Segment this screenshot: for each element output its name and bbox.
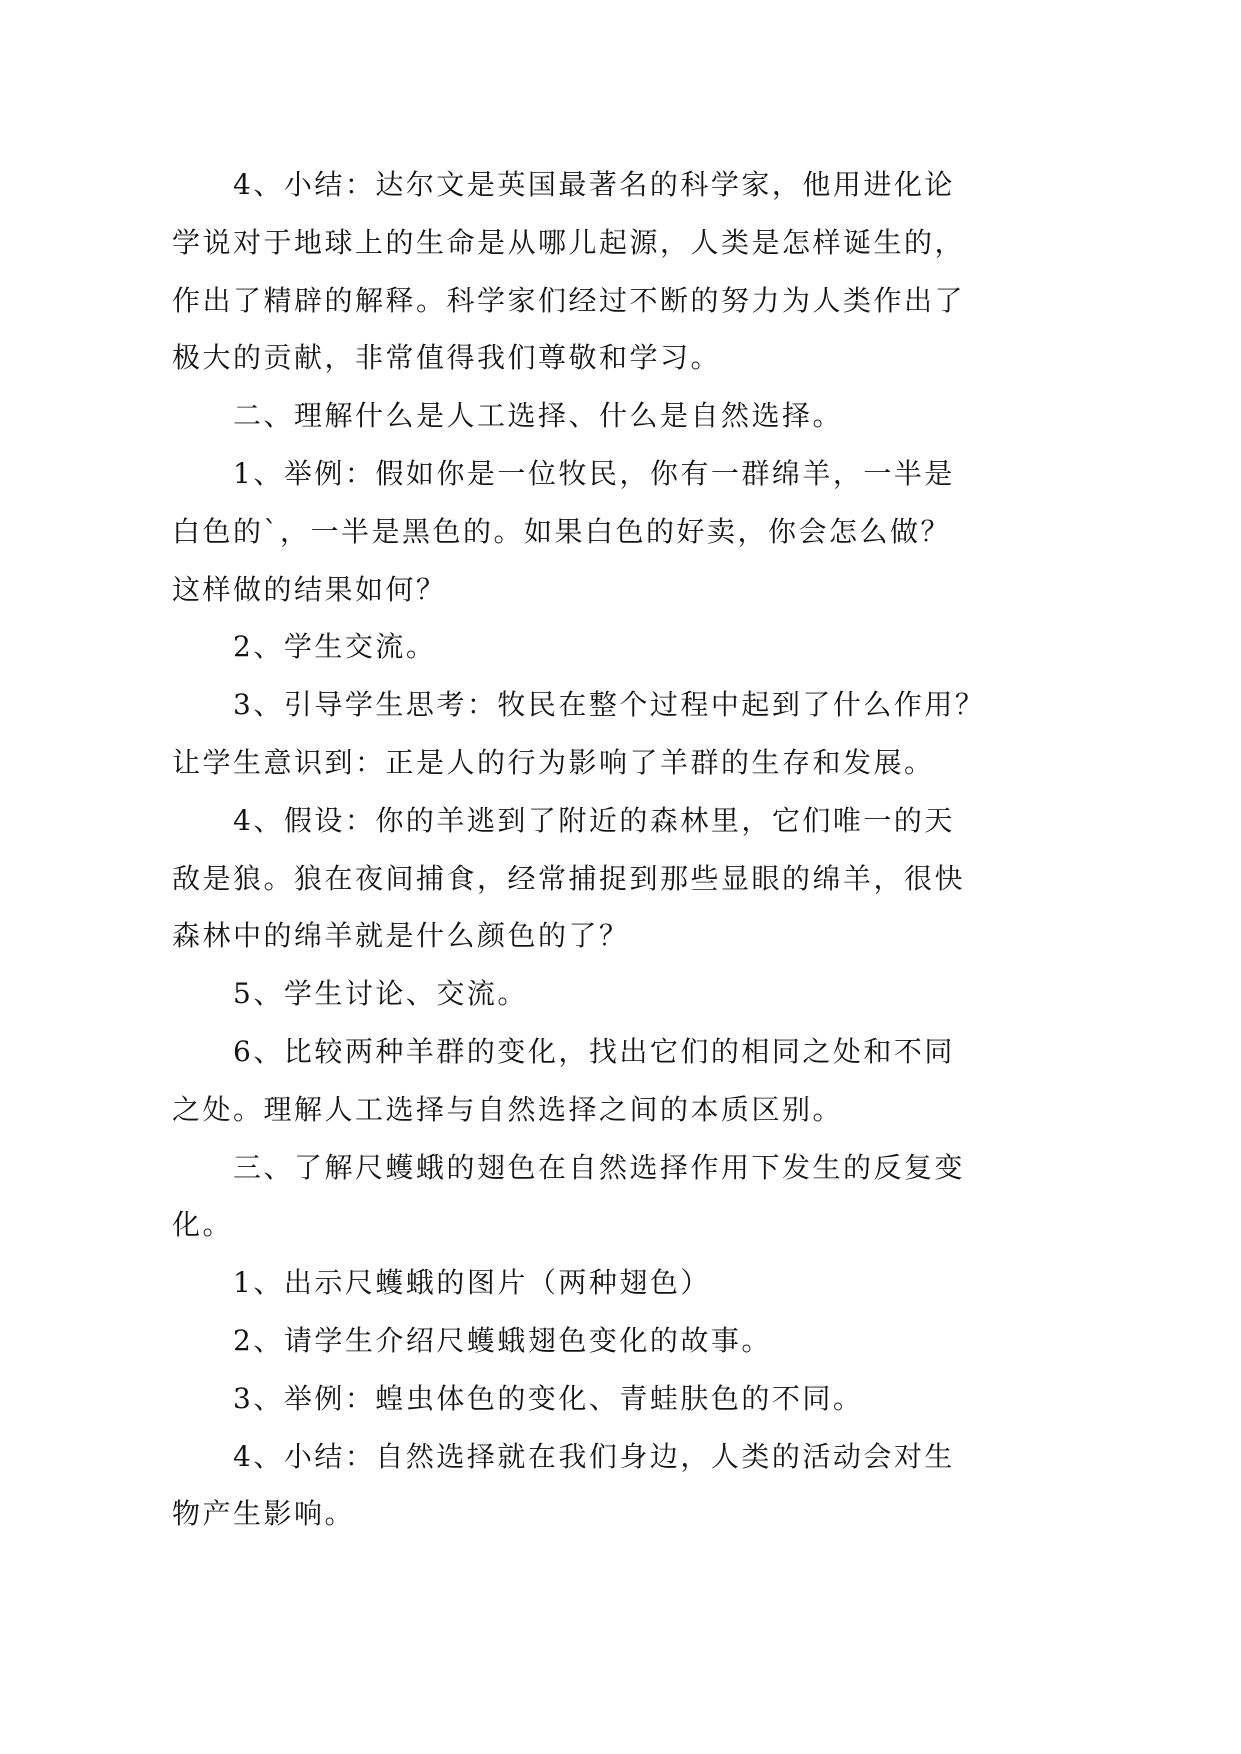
text-line: 1、举例：假如你是一位牧民，你有一群绵羊，一半是 <box>233 456 955 490</box>
paragraph-example-locust <box>172 1370 1072 1428</box>
paragraph-guide-thinking <box>172 676 1072 792</box>
text-line: 物产生影响。 <box>172 1497 356 1531</box>
paragraph-example <box>172 445 1072 618</box>
paragraph-discussion <box>172 965 1072 1023</box>
text-line: 3、引导学生思考：牧民在整个过程中起到了什么作用？ <box>233 688 986 722</box>
text-line: 3、举例：蝗虫体色的变化、青蛙肤色的不同。 <box>233 1381 864 1415</box>
text-line: 二、理解什么是人工选择、什么是自然选择。 <box>233 399 844 433</box>
paragraph-show-pictures <box>172 1254 1072 1312</box>
paragraph-summary-selection <box>172 1428 1072 1544</box>
text-line: 4、小结：自然选择就在我们身边，人类的活动会对生 <box>233 1439 955 1473</box>
text-line: 极大的贡献，非常值得我们尊敬和学习。 <box>172 341 722 375</box>
section-heading-2 <box>172 387 1072 445</box>
text-line: 这样做的结果如何？ <box>172 572 447 606</box>
text-line: 敌是狼。狼在夜间捕食，经常捕捉到那些显眼的绵羊，很快 <box>172 861 966 895</box>
text-line: 5、学生讨论、交流。 <box>233 977 528 1011</box>
text-line: 学说对于地球上的生命是从哪儿起源，人类是怎样诞生的， <box>172 225 966 259</box>
paragraph-student-exchange <box>172 618 1072 676</box>
paragraph-hypothesis <box>172 792 1072 965</box>
text-line: 森林中的绵羊就是什么颜色的了？ <box>172 919 630 953</box>
text-line: 之处。理解人工选择与自然选择之间的本质区别。 <box>172 1092 844 1126</box>
text-line: 作出了精辟的解释。科学家们经过不断的努力为人类作出了 <box>172 283 966 317</box>
paragraph-story <box>172 1312 1072 1370</box>
text-line: 1、出示尺蠖蛾的图片（两种翅色） <box>233 1266 711 1300</box>
text-line: 化。 <box>172 1208 234 1242</box>
section-heading-3 <box>172 1139 1072 1255</box>
text-line: 2、学生交流。 <box>233 630 437 664</box>
paragraph-summary-darwin <box>172 156 1072 387</box>
text-line: 2、请学生介绍尺蠖蛾翅色变化的故事。 <box>233 1323 772 1357</box>
paragraph-compare <box>172 1023 1072 1139</box>
text-line: 白色的`，一半是黑色的。如果白色的好卖，你会怎么做？ <box>172 514 952 548</box>
text-line: 6、比较两种羊群的变化，找出它们的相同之处和不同 <box>233 1034 955 1068</box>
text-line: 4、假设：你的羊逃到了附近的森林里，它们唯一的天 <box>233 803 955 837</box>
document-body <box>172 156 1072 1543</box>
text-line: 让学生意识到：正是人的行为影响了羊群的生存和发展。 <box>172 745 935 779</box>
text-line: 三、了解尺蠖蛾的翅色在自然选择作用下发生的反复变 <box>233 1150 966 1184</box>
text-line: 4、小结：达尔文是英国最著名的科学家，他用进化论 <box>233 168 955 201</box>
